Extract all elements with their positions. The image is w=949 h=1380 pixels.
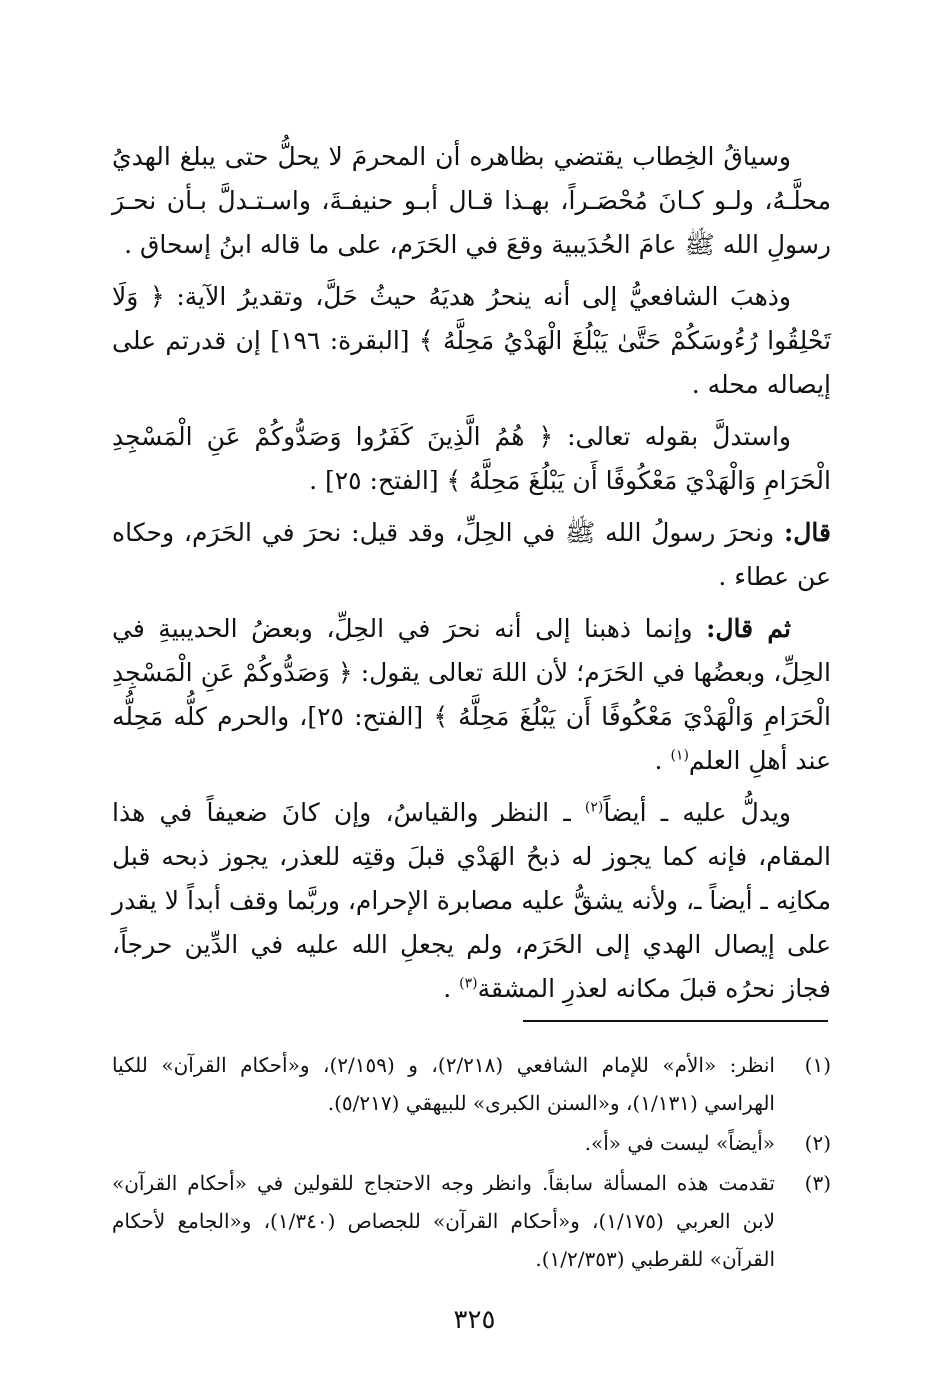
footnote-3-number: (٣) <box>804 1171 831 1195</box>
paragraph-1 <box>112 135 831 267</box>
paragraph-1-text: وسياقُ الخِطاب يقتضي بظاهره أن المحرمَ لا يحلُّ حتى يبلغ الهديُ محلَّـهُ، ولـو كـانَ مُحْصَـراً، بهـذا قـال أبـو حنيفـةَ، واسـتـدلَّ بـأن نحـرَ رسولِ الله ﷺ عامَ الحُدَيبية وقعَ في الحَرَم، على ما قاله ابنُ إسحاق . <box>112 142 831 259</box>
footnote-1-number: (١) <box>804 1053 831 1077</box>
footnote-divider <box>523 1020 828 1022</box>
paragraph-4-text: ونحرَ رسولُ الله ﷺ في الحِلِّ، وقد قيل: نحرَ في الحَرَم، وحكاه عن عطاء . <box>112 518 831 591</box>
paragraph-2 <box>112 275 831 407</box>
footnote-3-text: تقدمت هذه المسألة سابقاً. وانظر وجه الاحتجاج للقولين في «أحكام القرآن» لابن العربي (١/١٧٥)، و«أحكام القرآن» للجصاص (١/٣٤٠)، و«الجامع لأحكام القرآن» للقرطبي (١/٢/٣٥٣). <box>112 1171 775 1271</box>
paragraph-6-text-a: ويدلُّ عليه ـ أيضاً <box>603 798 791 827</box>
paragraph-5 <box>112 607 831 783</box>
footnote-ref-3[interactable]: (٣) <box>459 975 478 992</box>
paragraph-5-end: . <box>654 746 671 775</box>
footnotes <box>112 1046 831 1280</box>
paragraph-6 <box>112 791 831 1011</box>
paragraph-3-text: واستدلَّ بقوله تعالى: ﴿ هُمُ الَّذِينَ كَفَرُوا وَصَدُّوكُمْ عَنِ الْمَسْجِدِ الْحَرَامِ وَالْهَدْيَ مَعْكُوفًا أَن يَبْلُغَ مَحِلَّهُ ﴾ [الفتح: ٢٥] . <box>112 422 831 495</box>
main-text <box>112 135 831 1011</box>
footnote-1-text: انظر: «الأم» للإمام الشافعي (٢/٢١٨)، و (٢/١٥٩)، و«أحكام القرآن» للكيا الهراسي (١/١٣١)، و«السنن الكبرى» للبيهقي (٥/٢١٧). <box>112 1053 775 1115</box>
page-number: ٣٢٥ <box>453 1305 496 1335</box>
footnote-1 <box>112 1046 831 1122</box>
footnote-ref-2[interactable]: (٢) <box>584 799 604 816</box>
paragraph-6-text-b: ـ النظر والقياسُ، وإن كانَ ضعيفاً في هذا المقام، فإنه كما يجوز له ذبحُ الهَدْي قبلَ وقتِه للعذر، يجوز ذبحه قبل مكانِه ـ أيضاً ـ، ولأنه يشقُّ عليه مصابرة الإحرام، وربَّما وقف أبداً لا يقدر على إيصال الهدي إلى الحَرَم، ولم يجعلِ الله عليه في الدِّين حرجاً، فجاز نحرُه قبلَ مكانه لعذرِ المشقة <box>112 798 831 1003</box>
footnote-2 <box>112 1124 831 1162</box>
paragraph-6-end: . <box>443 974 460 1003</box>
footnote-3 <box>112 1164 831 1278</box>
paragraph-2-text: وذهبَ الشافعيُّ إلى أنه ينحرُ هديَهُ حيثُ حَلَّ، وتقديرُ الآية: ﴿ وَلَا تَحْلِقُوا رُءُوسَكُمْ حَتَّىٰ يَبْلُغَ الْهَدْيُ مَحِلَّهُ ﴾ [البقرة: ١٩٦] إن قدرتم على إيصاله محله . <box>112 282 832 399</box>
footnote-ref-1[interactable]: (١) <box>670 747 689 764</box>
paragraph-3 <box>112 415 831 503</box>
paragraph-5-text: وإنما ذهبنا إلى أنه نحرَ في الحِلِّ، وبعضُ الحديبيةِ في الحِلِّ، وبعضُها في الحَرَم؛ لأن اللهَ تعالى يقول: ﴿ وَصَدُّوكُمْ عَنِ الْمَسْجِدِ الْحَرَامِ وَالْهَدْيَ مَعْكُوفًا أَن يَبْلُغَ مَحِلَّهُ ﴾ [الفتح: ٢٥]، والحرم كلُّه مَحِلُّه عند أهلِ العلم <box>112 614 831 775</box>
footnote-2-number: (٢) <box>804 1131 831 1155</box>
footnote-2-text: «أيضاً» ليست في «أ». <box>584 1131 775 1155</box>
paragraph-4 <box>112 511 831 599</box>
paragraph-5-lead: ثم قال: <box>706 614 791 643</box>
paragraph-4-lead: قال: <box>784 518 831 547</box>
